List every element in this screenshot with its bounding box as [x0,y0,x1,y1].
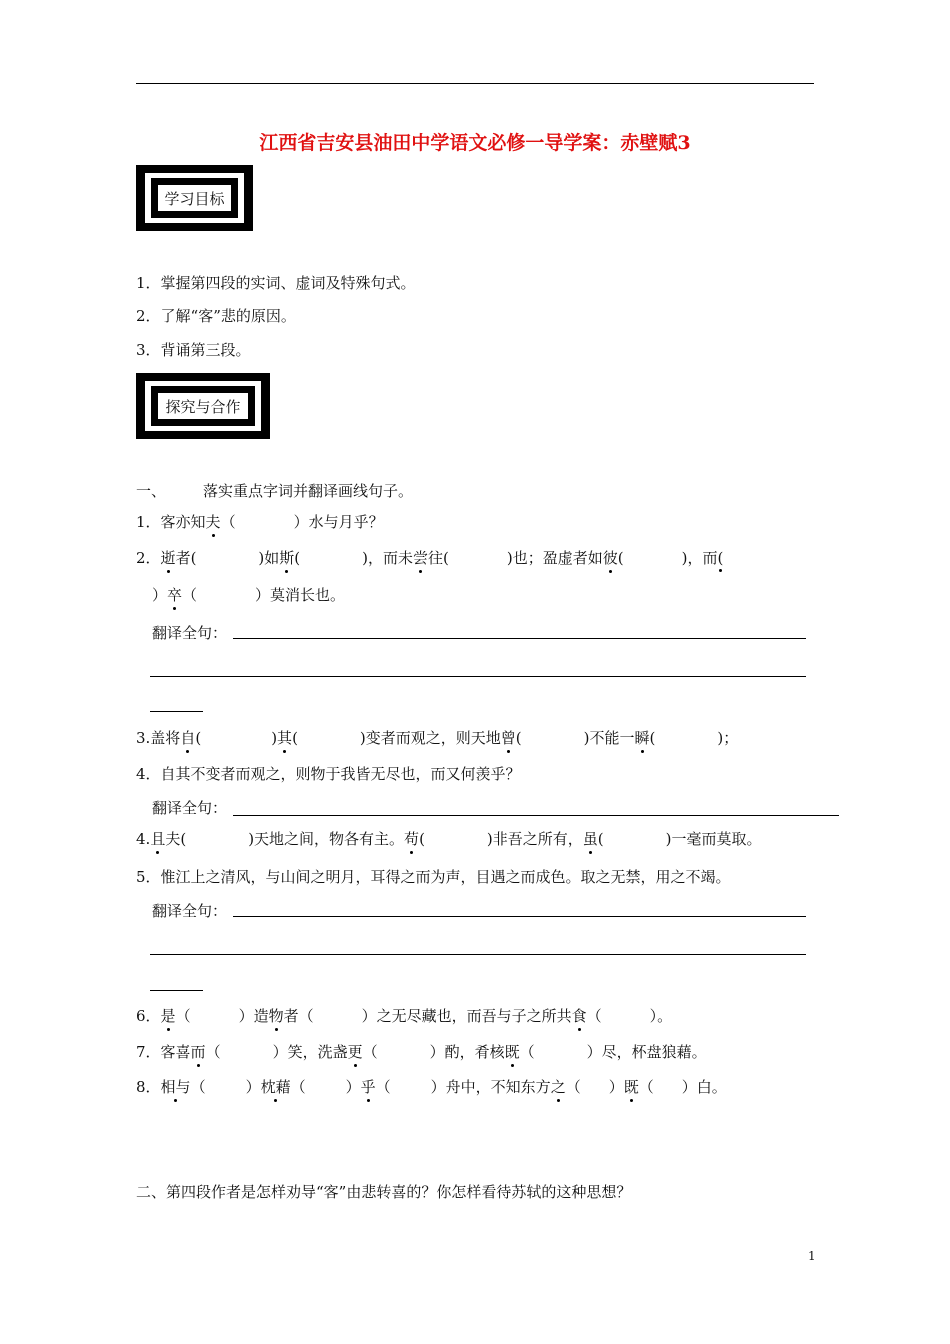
question-2-cont: ）卒（ ）莫消长也。 [152,586,346,604]
question-8: 8．相与（ ）枕藉（ ）乎（ ）舟中，不知东方之（ ）既（ ）白。 [136,1078,727,1096]
translate-label: 翻译全句： [152,799,228,817]
part1-instruction: 落实重点字词并翻译画线句子。 [203,482,414,500]
page-title: 江西省吉安县油田中学语文必修一导学案：赤壁赋3 [259,132,691,154]
question-7: 7．客喜而（ ）笑，洗盏更（ ）酌，肴核既（ ）尽，杯盘狼藉。 [136,1043,707,1061]
answer-line[interactable] [233,638,806,639]
answer-line[interactable] [233,815,839,816]
question-2: 2．逝者( )如斯( )，而未尝往( )也；盈虚者如彼( )，而( [136,549,724,567]
answer-line[interactable] [150,954,806,955]
part2-question: 二、第四段作者是怎样劝导“客”由悲转喜的？你怎样看待苏轼的这种思想？ [136,1183,632,1201]
objective-item: 3．背诵第三段。 [136,341,251,359]
question-1: 1．客亦知夫（ ）水与月乎？ [136,513,384,531]
question-4b: 4.且夫( )天地之间，物各有主。苟( )非吾之所有，虽( )一毫而莫取。 [136,830,762,848]
objective-item: 2．了解“客”悲的原因。 [136,307,296,325]
objective-item: 1．掌握第四段的实词、虚词及特殊句式。 [136,274,416,292]
section-heading-objectives: 学习目标 [157,184,232,212]
answer-line[interactable] [150,676,806,677]
answer-line[interactable] [233,916,806,917]
question-5: 5．惟江上之清风，与山间之明月，耳得之而为声，目遇之而成色。取之无禁，用之不竭。 [136,868,731,886]
part1-number: 一、 [136,482,167,500]
section-heading-inquiry: 探究与合作 [157,392,249,420]
question-4: 4．自其不变者而观之，则物于我皆无尽也，而又何羡乎？ [136,765,521,783]
translate-label: 翻译全句： [152,624,228,642]
header-rule [136,83,814,84]
question-6: 6．是（ ）造物者（ ）之无尽藏也，而吾与子之所共食（ ）。 [136,1007,673,1025]
page-number: 1 [808,1249,816,1263]
question-3: 3.盖将自( )其( )变者而观之，则天地曾( )不能一瞬( )； [136,729,739,747]
translate-label: 翻译全句： [152,902,228,920]
answer-line[interactable] [150,711,203,712]
answer-line[interactable] [150,990,203,991]
